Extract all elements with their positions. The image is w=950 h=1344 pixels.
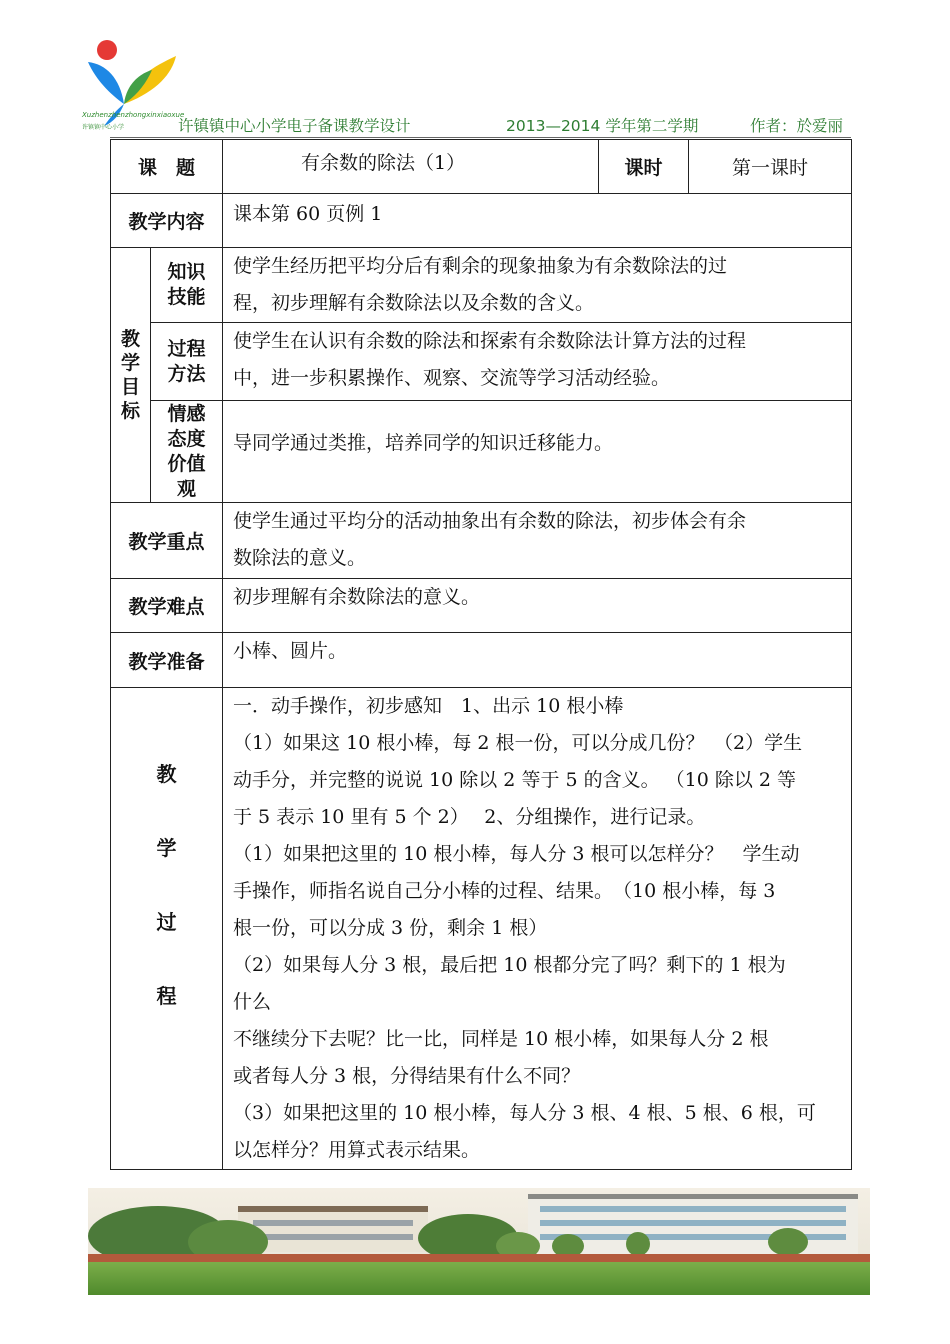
process-text: [223, 688, 852, 1170]
process-line: 什么: [233, 991, 272, 1013]
lesson-plan-table: [110, 139, 852, 1170]
text-line: 使学生经历把平均分后有剩余的现象抽象为有余数除法的过: [233, 255, 728, 277]
difficulty-text: 初步理解有余数除法的意义。: [223, 579, 852, 633]
knowledge-label: [151, 248, 223, 323]
document-header: [178, 114, 868, 136]
process-line: （2）如果每人分 3 根，最后把 10 根都分完了吗？剩下的 1 根为: [233, 954, 786, 976]
objectives-label-char: 标: [120, 400, 140, 422]
label-line: 情感: [167, 402, 206, 425]
content-value: 课本第 60 页例 1: [223, 194, 852, 248]
objectives-label: [111, 248, 151, 503]
school-campus-photo: [88, 1188, 870, 1295]
label-line: 过程: [167, 337, 206, 360]
school-logo: [80, 34, 192, 134]
label-line: 态度: [167, 427, 206, 450]
process-row: [111, 688, 852, 1170]
preparation-label: 教学准备: [111, 633, 223, 688]
school-title: 许镇镇中心小学电子备课教学设计: [178, 117, 411, 135]
text-line: 程，初步理解有余数除法以及余数的含义。: [233, 292, 595, 314]
objectives-label-char: 学: [120, 352, 140, 374]
text-line: 使学生在认识有余数的除法和探索有余数除法计算方法的过程: [233, 330, 747, 352]
process-label-char: 程: [156, 984, 177, 1008]
author: 作者：於爱丽: [750, 117, 844, 135]
attitude-label: [151, 401, 223, 503]
text-line: 导同学通过类推，培养同学的知识迁移能力。: [233, 432, 614, 454]
label-line: 方法: [167, 362, 206, 385]
label-line: 知识: [167, 261, 206, 283]
process-method-label: [151, 323, 223, 401]
preparation-text: 小棒、圆片。: [223, 633, 852, 688]
key-point-row: [111, 503, 852, 579]
content-row: [111, 194, 852, 248]
header-divider: [110, 137, 851, 138]
topic-label: 课 题: [111, 140, 223, 194]
difficulty-row: [111, 579, 852, 633]
topic-row: [111, 140, 852, 194]
process-line: 以怎样分？用算式表示结果。: [233, 1139, 481, 1161]
term: 2013—2014 学年第二学期: [506, 117, 699, 135]
objective-row: [111, 323, 852, 401]
label-line: 技能: [167, 286, 206, 308]
logo-subcaption: 许镇镇中心小学: [82, 124, 125, 131]
key-point-text: [223, 503, 852, 579]
objective-row: [111, 401, 852, 503]
period-label: 课时: [599, 140, 689, 194]
difficulty-label: 教学难点: [111, 579, 223, 633]
process-label-char: 教: [156, 762, 177, 786]
process-line: （3）如果把这里的 10 根小棒，每人分 3 根、4 根、5 根、6 根，可: [233, 1102, 816, 1124]
process-line: （1）如果把这里的 10 根小棒，每人分 3 根可以怎样分？ 学生动: [233, 843, 800, 865]
objectives-label-char: 目: [120, 376, 140, 398]
logo-caption: Xuzhenzhenzhongxinxiaoxue: [82, 111, 185, 119]
process-label-char: 过: [156, 910, 177, 934]
text-line: 使学生通过平均分的活动抽象出有余数的除法，初步体会有余: [233, 510, 747, 532]
knowledge-text: [223, 248, 852, 323]
process-line: 于 5 表示 10 里有 5 个 2） 2、分组操作，进行记录。: [233, 806, 706, 828]
objectives-label-char: 教: [120, 328, 140, 350]
text-line: 中，进一步积累操作、观察、交流等学习活动经验。: [233, 367, 671, 389]
period-value: 第一课时: [689, 140, 852, 194]
preparation-row: [111, 633, 852, 688]
process-line: 根一份，可以分成 3 份，剩余 1 根）: [233, 917, 548, 939]
process-method-text: [223, 323, 852, 401]
attitude-text: [223, 401, 852, 503]
key-point-label: 教学重点: [111, 503, 223, 579]
process-label: [111, 688, 223, 1170]
topic-value: 有余数的除法（1）: [223, 140, 599, 194]
objective-row: [111, 248, 852, 323]
text-line: 数除法的意义。: [233, 547, 367, 569]
process-line: 一．动手操作，初步感知 1、出示 10 根小棒: [233, 695, 624, 717]
process-line: 动手分，并完整的说说 10 除以 2 等于 5 的含义。 （10 除以 2 等: [233, 769, 797, 791]
process-line: 或者每人分 3 根，分得结果有什么不同？: [233, 1065, 581, 1087]
process-line: 手操作，师指名说自己分小棒的过程、结果。 （10 根小棒，每 3: [233, 880, 776, 902]
process-line: 不继续分下去呢？比一比，同样是 10 根小棒，如果每人分 2 根: [233, 1028, 769, 1050]
content-label: 教学内容: [111, 194, 223, 248]
label-line: 价值: [167, 452, 206, 475]
process-line: （1）如果这 10 根小棒，每 2 根一份，可以分成几份？ （2）学生: [233, 732, 803, 754]
process-label-char: 学: [156, 836, 177, 860]
label-line: 观: [177, 477, 197, 500]
